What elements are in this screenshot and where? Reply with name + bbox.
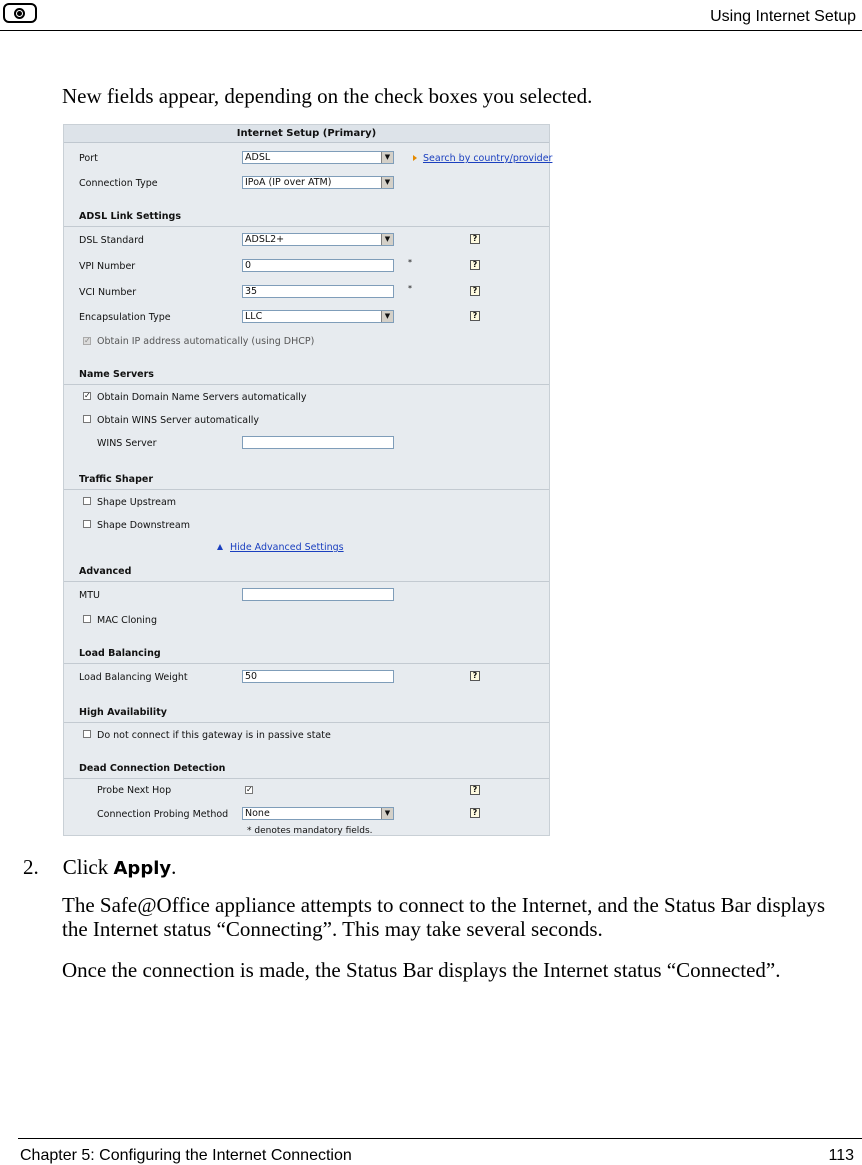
passive-state-label: Do not connect if this gateway is in passive state (97, 730, 331, 741)
probing-method-label: Connection Probing Method (97, 809, 229, 820)
port-select[interactable] (242, 151, 394, 164)
passive-state-checkbox[interactable] (83, 730, 91, 738)
port-value: ADSL (245, 152, 271, 163)
help-icon[interactable]: ? (470, 311, 480, 321)
vci-input[interactable]: 35 (242, 285, 394, 298)
step-text: Click (62, 855, 114, 879)
dsl-standard-value: ADSL2+ (245, 234, 285, 245)
encapsulation-label: Encapsulation Type (79, 312, 171, 323)
step-end: . (171, 855, 177, 879)
vci-label: VCI Number (79, 287, 137, 298)
help-icon[interactable]: ? (470, 260, 480, 270)
section-divider (64, 581, 549, 582)
internet-setup-panel (63, 124, 553, 836)
step-2 (23, 855, 176, 880)
shape-downstream-checkbox[interactable] (83, 520, 91, 528)
high-availability-section-title: High Availability (79, 707, 167, 718)
panel-title: Internet Setup (Primary) (64, 125, 549, 143)
mandatory-star: * (408, 258, 412, 267)
help-icon[interactable]: ? (470, 785, 480, 795)
mandatory-footnote: * denotes mandatory fields. (247, 826, 373, 836)
mtu-input[interactable] (242, 588, 394, 601)
encapsulation-select[interactable] (242, 310, 394, 323)
mac-cloning-label: MAC Cloning (97, 615, 157, 626)
adsl-section-title: ADSL Link Settings (79, 211, 181, 222)
mandatory-star: * (408, 284, 412, 293)
dhcp-label: Obtain IP address automatically (using DHCP) (97, 336, 315, 347)
section-divider (64, 384, 549, 385)
section-divider (64, 778, 549, 779)
step-number: 2. (23, 855, 39, 879)
connected-paragraph: Once the connection is made, the Status Bar displays the Internet status “Connected”. (62, 958, 781, 982)
connecting-paragraph: The Safe@Office appliance attempts to connect to the Internet, and the Status Bar displays the Internet status “Connecting”. This may take several seconds. (62, 893, 826, 941)
dsl-standard-label: DSL Standard (79, 235, 144, 246)
conn-type-select[interactable] (242, 176, 394, 189)
dhcp-checkbox[interactable]: ✓ (84, 336, 91, 345)
logo-icon (3, 3, 37, 23)
traffic-shaper-section-title: Traffic Shaper (79, 474, 154, 485)
search-provider-link[interactable]: Search by country/provider (423, 153, 553, 164)
encapsulation-value: LLC (245, 311, 263, 322)
hide-advanced-link[interactable]: Hide Advanced Settings (230, 542, 344, 553)
help-icon[interactable]: ? (470, 671, 480, 681)
name-servers-section-title: Name Servers (79, 369, 154, 380)
shape-downstream-label: Shape Downstream (97, 520, 190, 531)
wins-server-label: WINS Server (97, 438, 157, 449)
wins-auto-checkbox[interactable] (83, 415, 91, 423)
chevron-down-icon: ▼ (381, 152, 393, 163)
page-number: 113 (828, 1147, 854, 1164)
running-header: Using Internet Setup (710, 8, 856, 25)
help-icon[interactable]: ? (470, 286, 480, 296)
link-arrow-icon (413, 155, 417, 161)
chevron-down-icon: ▼ (381, 311, 393, 322)
wins-server-input[interactable] (242, 436, 394, 449)
intro-text: New fields appear, depending on the check boxes you selected. (62, 84, 593, 108)
section-divider (64, 722, 549, 723)
help-icon[interactable]: ? (470, 808, 480, 818)
probing-method-select[interactable] (242, 807, 394, 820)
shape-upstream-label: Shape Upstream (97, 497, 177, 508)
dns-auto-checkbox[interactable]: ✓ (84, 391, 91, 400)
probing-method-value: None (245, 808, 270, 819)
wins-auto-label: Obtain WINS Server automatically (97, 415, 260, 426)
apply-keyword: Apply (113, 858, 172, 879)
chevron-down-icon: ▼ (381, 234, 393, 245)
vpi-input[interactable]: 0 (242, 259, 394, 272)
conn-type-label: Connection Type (79, 178, 158, 189)
mtu-label: MTU (79, 590, 100, 601)
vpi-label: VPI Number (79, 261, 136, 272)
conn-type-value: IPoA (IP over ATM) (245, 177, 332, 188)
footer-rule (18, 1138, 862, 1139)
shape-upstream-checkbox[interactable] (83, 497, 91, 505)
advanced-section-title: Advanced (79, 566, 132, 577)
collapse-arrow-icon (217, 544, 223, 550)
mac-cloning-checkbox[interactable] (83, 615, 91, 623)
lb-weight-input[interactable]: 50 (242, 670, 394, 683)
probe-next-hop-checkbox[interactable]: ✓ (246, 785, 253, 794)
section-divider (64, 226, 549, 227)
load-balancing-section-title: Load Balancing (79, 648, 161, 659)
chevron-down-icon: ▼ (381, 808, 393, 819)
help-icon[interactable]: ? (470, 234, 480, 244)
lb-weight-label: Load Balancing Weight (79, 672, 188, 683)
header-rule (0, 30, 862, 31)
dsl-standard-select[interactable] (242, 233, 394, 246)
section-divider (64, 663, 549, 664)
dns-auto-label: Obtain Domain Name Servers automatically (97, 392, 307, 403)
footer-chapter: Chapter 5: Configuring the Internet Connection (20, 1147, 352, 1164)
chevron-down-icon: ▼ (381, 177, 393, 188)
port-label: Port (79, 153, 98, 164)
probe-next-hop-label: Probe Next Hop (97, 785, 172, 796)
section-divider (64, 489, 549, 490)
dcd-section-title: Dead Connection Detection (79, 763, 226, 774)
